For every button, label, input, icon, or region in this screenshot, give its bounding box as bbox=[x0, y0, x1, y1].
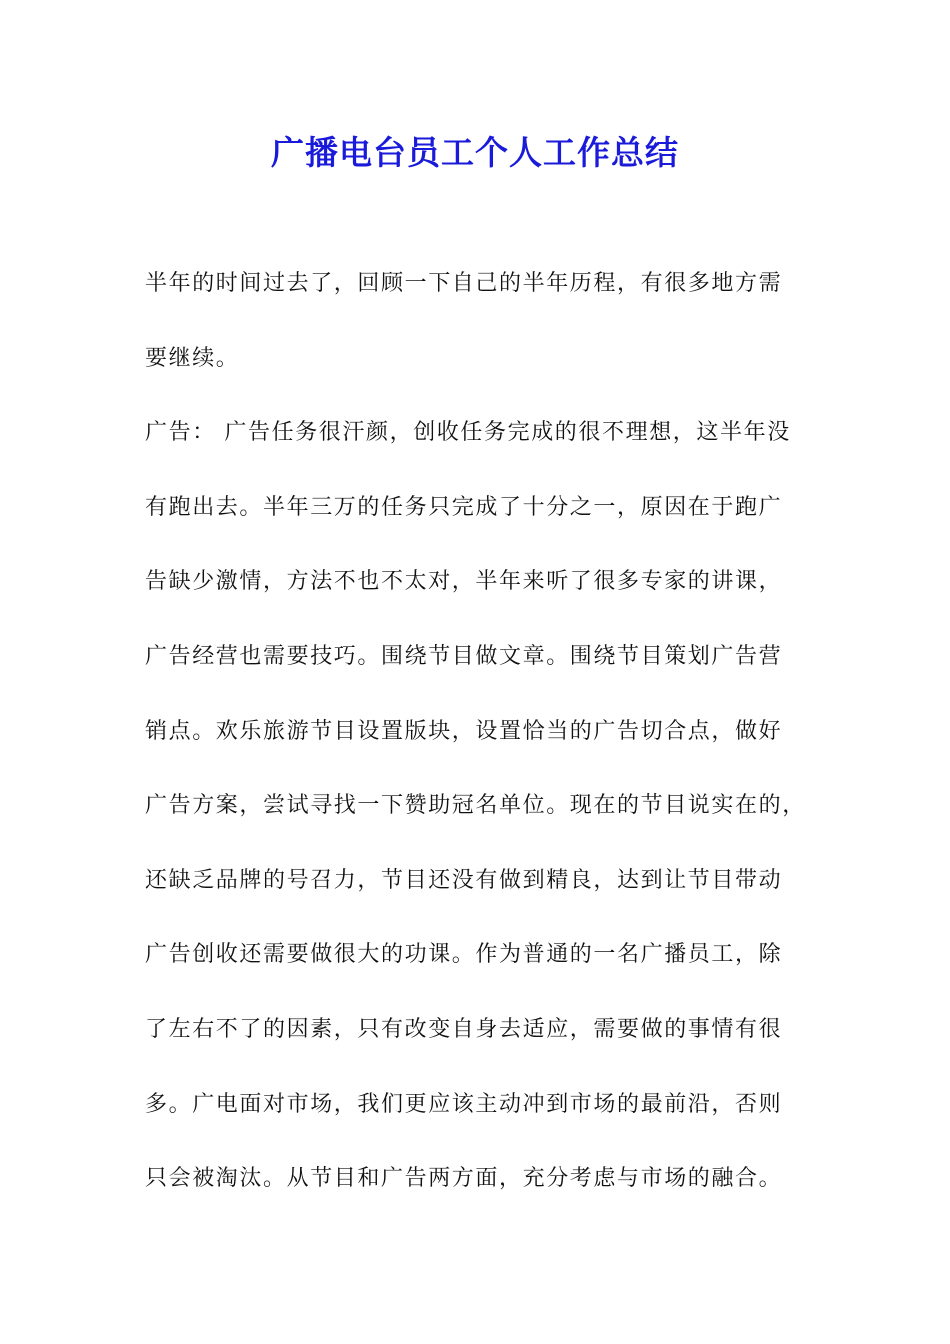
text-line: 要继续。 bbox=[145, 345, 240, 371]
text-line: 有跑出去。半年三万的任务只完成了十分之一，原因在于跑广 bbox=[145, 494, 783, 520]
text-line: 广告方案，尝试寻找一下赞助冠名单位。现在的节目说实在的， bbox=[145, 793, 806, 819]
text-line: 了左右不了的因素，只有改变自身去适应，需要做的事情有很 bbox=[145, 1016, 783, 1042]
text-line: 半年的时间过去了，回顾一下自己的半年历程，有很多地方需 bbox=[145, 271, 783, 296]
page-title: 广播电台员工个人工作总结 bbox=[271, 133, 679, 172]
text-line: 销点。欢乐旅游节目设置版块，设置恰当的广告切合点，做好 bbox=[145, 718, 783, 744]
text-line: 多。广电面对市场，我们更应该主动冲到市场的最前沿，否则 bbox=[145, 1091, 783, 1117]
text-line: 广告经营也需要技巧。围绕节目做文章。围绕节目策划广告营 bbox=[145, 643, 783, 669]
body-text bbox=[145, 262, 825, 1232]
text-line: 只会被淘汰。从节目和广告两方面，充分考虑与市场的融合。 bbox=[145, 1166, 783, 1192]
text-line: 广告创收还需要做很大的功课。作为普通的一名广播员工，除 bbox=[145, 942, 783, 968]
text-line: 还缺乏品牌的号召力，节目还没有做到精良，达到让节目带动 bbox=[145, 867, 783, 893]
text-line: 广告： 广告任务很汗颜，创收任务完成的很不理想，这半年没 bbox=[145, 420, 791, 446]
text-line: 告缺少激情，方法不也不太对，半年来听了很多专家的讲课， bbox=[145, 569, 783, 595]
